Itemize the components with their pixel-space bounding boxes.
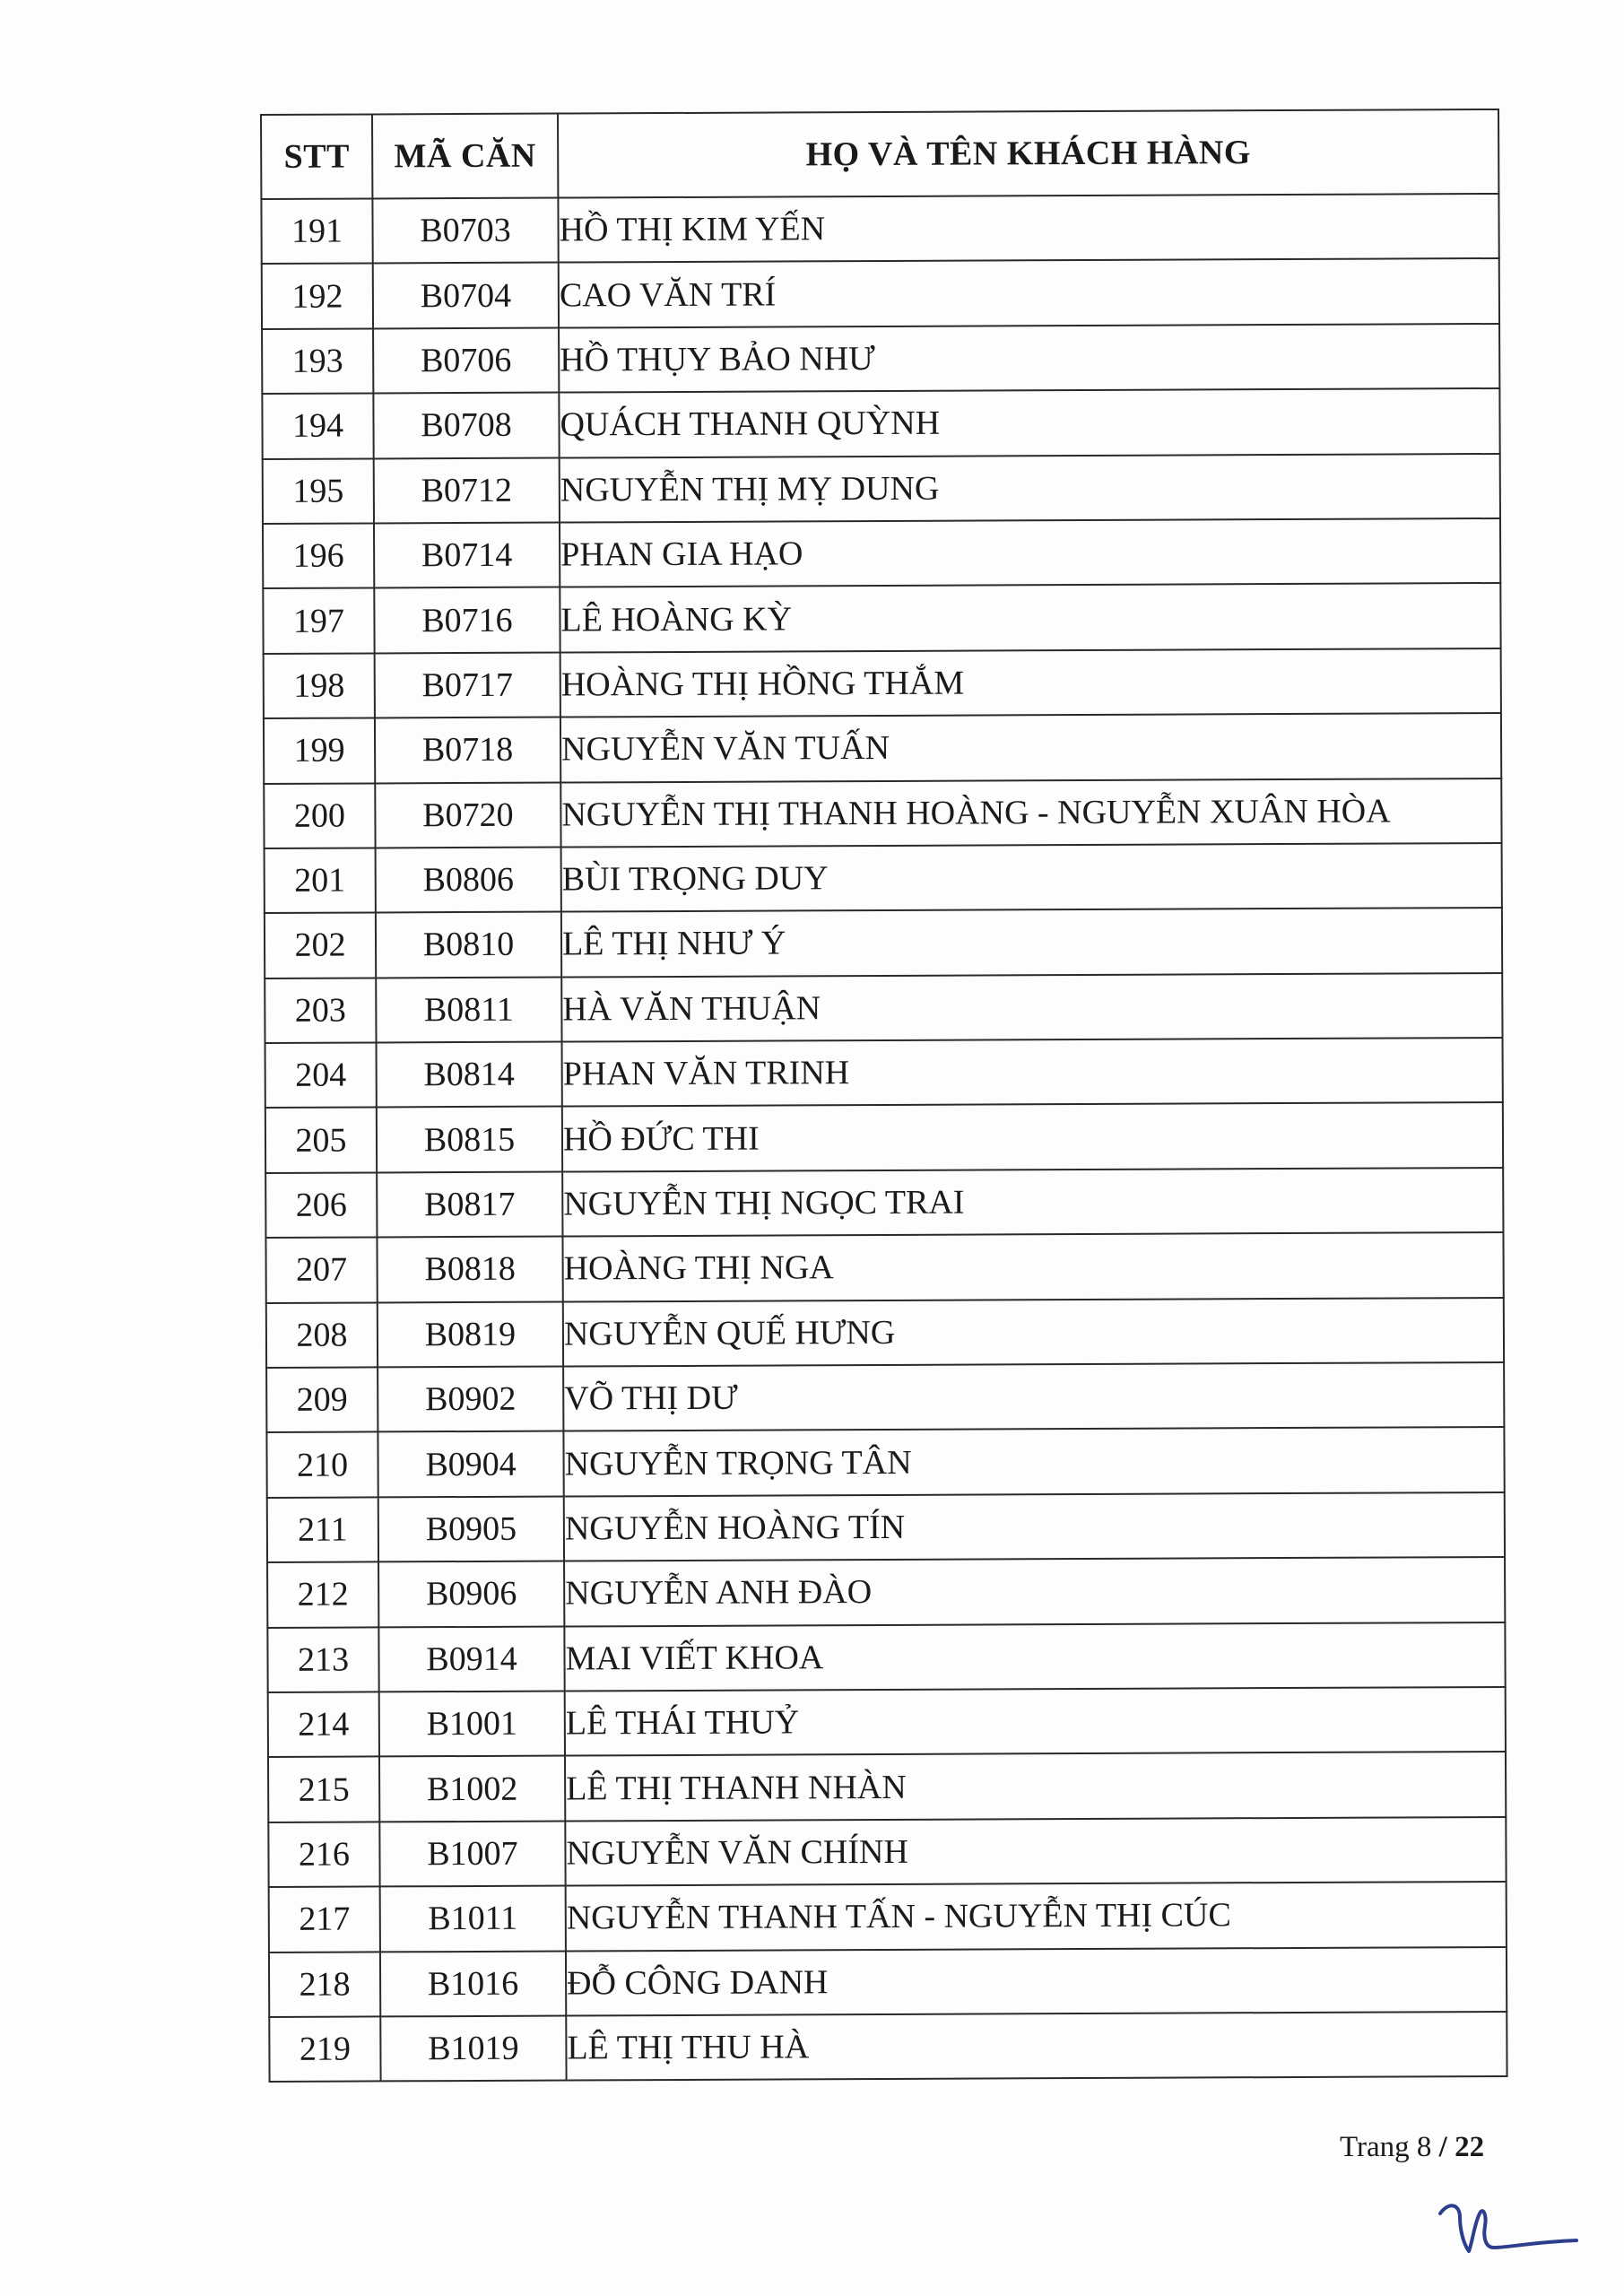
- row-stt: 213: [267, 1627, 378, 1692]
- row-unit-code: B0810: [376, 912, 561, 978]
- row-customer-name: HÀ VĂN THUẬN: [561, 973, 1502, 1042]
- row-unit-code: B0814: [377, 1042, 562, 1108]
- row-stt: 202: [265, 913, 376, 978]
- page-separator: /: [1438, 2131, 1447, 2163]
- table-row: [265, 1168, 1503, 1238]
- row-customer-name: BÙI TRỌNG DUY: [561, 843, 1502, 912]
- row-unit-code: B1001: [379, 1692, 565, 1757]
- row-stt: 197: [263, 588, 374, 654]
- row-customer-name: NGUYỄN VĂN CHÍNH: [565, 1817, 1506, 1886]
- row-customer-name: PHAN GIA HẠO: [560, 518, 1500, 587]
- row-unit-code: B0717: [375, 652, 560, 718]
- table-row: [267, 1492, 1505, 1562]
- row-stt: 218: [269, 1952, 380, 2017]
- table-row: [269, 1947, 1507, 2017]
- row-unit-code: B0904: [378, 1431, 563, 1497]
- row-unit-code: B0714: [374, 523, 560, 588]
- customer-table: [260, 109, 1508, 2083]
- signature-initials: [1433, 2188, 1585, 2260]
- row-customer-name: PHAN VĂN TRINH: [562, 1038, 1503, 1107]
- row-stt: 205: [265, 1108, 377, 1173]
- row-customer-name: NGUYỄN TRỌNG TÂN: [563, 1427, 1504, 1496]
- row-customer-name: NGUYỄN THỊ THANH HOÀNG - NGUYỄN XUÂN HÒA: [560, 778, 1501, 847]
- table-row: [264, 778, 1501, 848]
- row-customer-name: NGUYỄN THỊ MỴ DUNG: [560, 454, 1500, 523]
- row-unit-code: B0902: [378, 1367, 563, 1432]
- header-customer-name: HỌ VÀ TÊN KHÁCH HÀNG: [558, 109, 1498, 198]
- page-total: 22: [1455, 2131, 1485, 2163]
- row-customer-name: LÊ THÁI THUỶ: [565, 1687, 1506, 1756]
- table-row: [268, 1817, 1506, 1887]
- row-stt: 192: [262, 264, 373, 329]
- table-row: [266, 1362, 1504, 1432]
- row-stt: 209: [266, 1367, 378, 1432]
- row-stt: 208: [266, 1302, 378, 1368]
- row-customer-name: HOÀNG THỊ HỒNG THẮM: [560, 648, 1501, 718]
- row-stt: 193: [262, 328, 373, 394]
- row-stt: 196: [263, 523, 374, 588]
- table-row: [267, 1622, 1505, 1692]
- row-unit-code: B0818: [377, 1237, 562, 1302]
- table-row: [269, 1882, 1507, 1952]
- row-stt: 203: [265, 978, 376, 1043]
- row-customer-name: NGUYỄN THỊ NGỌC TRAI: [562, 1168, 1503, 1237]
- row-unit-code: B0706: [373, 327, 559, 393]
- page-label: Trang: [1340, 2131, 1410, 2163]
- row-stt: 199: [264, 718, 375, 784]
- row-stt: 214: [268, 1692, 379, 1757]
- row-unit-code: B1011: [380, 1886, 566, 1952]
- table-row: [265, 908, 1502, 978]
- table-row: [264, 713, 1501, 783]
- header-unit-code: MÃ CĂN: [372, 114, 558, 199]
- row-customer-name: HỒ THỤY BẢO NHƯ: [559, 324, 1499, 393]
- table-body: [261, 194, 1507, 2082]
- row-unit-code: B1002: [379, 1756, 565, 1822]
- row-stt: 200: [264, 783, 375, 848]
- row-unit-code: B0815: [377, 1107, 562, 1172]
- row-customer-name: ĐỖ CÔNG DANH: [566, 1947, 1507, 2016]
- row-customer-name: HỒ ĐỨC THI: [562, 1102, 1503, 1171]
- row-unit-code: B0708: [373, 393, 559, 458]
- row-customer-name: LÊ HOÀNG KỲ: [560, 583, 1500, 652]
- table-row: [268, 1687, 1506, 1757]
- row-stt: 219: [269, 2016, 380, 2082]
- row-stt: 216: [268, 1822, 379, 1887]
- row-stt: 217: [269, 1887, 380, 1952]
- row-customer-name: LÊ THỊ THU HÀ: [566, 2012, 1507, 2081]
- row-unit-code: B1016: [380, 1951, 566, 2016]
- table-row: [265, 973, 1502, 1043]
- table-row: [265, 1102, 1503, 1172]
- table-row: [265, 1232, 1503, 1302]
- table-row: [262, 324, 1499, 394]
- table-row: [266, 1298, 1504, 1368]
- table-row: [264, 648, 1501, 718]
- row-customer-name: HỒ THỊ KIM YẾN: [558, 194, 1498, 263]
- row-customer-name: LÊ THỊ THANH NHÀN: [565, 1752, 1506, 1821]
- table-row: [266, 1427, 1504, 1497]
- page-current: 8: [1416, 2131, 1432, 2163]
- table-header-row: [261, 109, 1498, 199]
- row-stt: 207: [265, 1238, 377, 1303]
- row-customer-name: CAO VĂN TRÍ: [559, 258, 1499, 327]
- row-unit-code: B0806: [376, 847, 561, 912]
- table-row: [262, 388, 1499, 458]
- row-stt: 204: [265, 1043, 377, 1109]
- row-customer-name: NGUYỄN QUẾ HƯNG: [563, 1298, 1504, 1367]
- row-stt: 201: [265, 848, 376, 913]
- row-customer-name: LÊ THỊ NHƯ Ý: [561, 908, 1502, 977]
- table-row: [263, 583, 1500, 653]
- row-customer-name: VÕ THỊ DƯ: [563, 1362, 1504, 1431]
- row-stt: 211: [267, 1497, 378, 1562]
- row-unit-code: B1007: [379, 1821, 565, 1886]
- table-row: [267, 1557, 1505, 1627]
- row-unit-code: B0905: [378, 1496, 564, 1561]
- row-stt: 212: [267, 1562, 378, 1628]
- row-customer-name: QUÁCH THANH QUỲNH: [559, 388, 1499, 457]
- row-stt: 195: [263, 458, 374, 524]
- table-row: [265, 843, 1502, 913]
- row-stt: 215: [268, 1757, 379, 1822]
- row-unit-code: B0819: [378, 1301, 563, 1367]
- table-row: [263, 454, 1500, 524]
- row-unit-code: B0703: [372, 198, 558, 264]
- row-unit-code: B0716: [374, 587, 560, 653]
- row-stt: 198: [264, 653, 375, 718]
- row-customer-name: NGUYỄN VĂN TUẤN: [560, 713, 1501, 782]
- row-unit-code: B1019: [380, 2015, 566, 2081]
- page-number: [1340, 2131, 1484, 2164]
- row-stt: 210: [266, 1432, 378, 1498]
- table-row: [268, 1752, 1506, 1822]
- row-unit-code: B0704: [373, 263, 559, 328]
- row-unit-code: B0817: [377, 1171, 562, 1237]
- row-customer-name: HOÀNG THỊ NGA: [562, 1232, 1503, 1301]
- table-row: [269, 2012, 1507, 2082]
- row-customer-name: NGUYỄN ANH ĐÀO: [564, 1557, 1505, 1626]
- table-row: [263, 518, 1500, 588]
- row-customer-name: NGUYỄN THANH TẤN - NGUYỄN THỊ CÚC: [566, 1882, 1507, 1951]
- table-row: [261, 194, 1498, 264]
- table-row: [265, 1038, 1503, 1108]
- table-row: [262, 258, 1499, 328]
- header-stt: STT: [261, 114, 372, 199]
- row-customer-name: MAI VIẾT KHOA: [564, 1622, 1505, 1692]
- row-stt: 194: [262, 394, 373, 459]
- row-unit-code: B0906: [378, 1561, 564, 1627]
- row-unit-code: B0712: [374, 457, 560, 523]
- row-unit-code: B0720: [375, 782, 560, 848]
- row-customer-name: NGUYỄN HOÀNG TÍN: [564, 1492, 1505, 1561]
- row-unit-code: B0718: [375, 718, 560, 783]
- row-unit-code: B0811: [376, 977, 561, 1042]
- row-stt: 191: [261, 198, 372, 264]
- row-unit-code: B0914: [378, 1626, 564, 1692]
- row-stt: 206: [265, 1172, 377, 1238]
